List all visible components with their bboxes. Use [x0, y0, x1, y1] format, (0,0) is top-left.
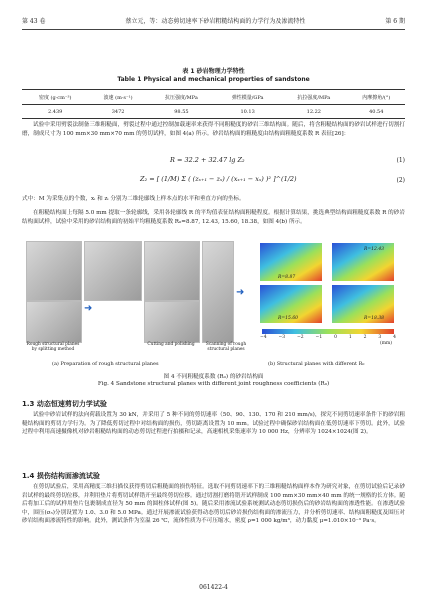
- arrow-right-icon: ➜: [236, 287, 245, 298]
- colorbar-tick: −3: [278, 335, 286, 340]
- r-label: R=8.87: [278, 275, 296, 280]
- running-title: 蔡立元，等：动态剪切速率下砂岩粗糙结构面的力学行为及渗流特性: [125, 17, 306, 25]
- r-label: R=12.43: [364, 247, 385, 252]
- section-1-3-text: 试验中砂岩试样的法向荷载设置为 30 kN，并采用了 5 种不同的剪切速率（50、90、130、170 和 210 mm/s)，探究不同剪切速率条件下的砂岩粗糙结构面的剪切力学行为。为了降低剪切过程中对结构面的损伤，剪切距离设置为 10 mm。试验过程中确保砂岩结构面在低剪切速率下剪切。此外，试验过程中利用高速摄像机对砂岩粗糙结构面的动态剪切过程进行拍摄和记录，高速相机采集速率为 10 000 Hz，分辨率为 1024×1024(图 2)。: [22, 412, 405, 436]
- surface-scan: [332, 285, 394, 323]
- panel-a-label: Scanning of rough structural planes: [205, 342, 247, 352]
- r-label: R=15.60: [278, 316, 299, 321]
- header-rule: [22, 29, 405, 30]
- colorbar-tick: 3: [378, 335, 382, 340]
- colorbar-ticks: [260, 335, 396, 340]
- table-cell: 40.54: [347, 105, 405, 119]
- surface-scan-column-2: [328, 241, 398, 325]
- table-cell: 2.439: [22, 105, 88, 119]
- table-header-cell: 弹性模量/GPa: [215, 90, 280, 105]
- colorbar-tick: −2: [297, 335, 304, 340]
- table-header-cell: 内摩擦角/(°): [347, 90, 405, 105]
- figure4-caption-cn: 图 4 不同粗糙度系数 (R₀) 的砂岩结构面: [163, 374, 264, 380]
- surface-scans-left: [256, 241, 326, 325]
- panel-a-label: Cutting and polishing: [147, 342, 195, 347]
- colorbar-tick: 1: [348, 335, 352, 340]
- paragraph-2: 式中：M 为采集点的个数，xᵢ 和 zᵢ 分别为二维轮廓线上样本点的水平和垂直方向的坐标。: [22, 196, 245, 202]
- section-1-4-title: 1.4 损伤结构面渗流试验: [22, 472, 100, 480]
- equation-1-number: (1): [396, 157, 405, 164]
- table1-caption-cn: 表 1 砂岩物理力学特性: [182, 68, 245, 75]
- subcaption-b: (b) Structural planes with different R₀: [268, 361, 365, 367]
- section-1-4-text: 在剪切试验后，采用高精度三维扫描仪获得剪切后粗糙面的损伤特征。选取不同剪切速率下的三维粗糙结构面样本作为研究对象，在剪切试验后记录砂岩试样的最终剪切位移，并利用垫片将剪切试样错开至最终剪切位移。通过切割打磨将错开试样制成 100 mm×30 mm×40 mm 的统一规格的长方体。随后将加工后的试样用垫片包裹制成直径为 50 mm 的圆柱体试样(图 5)。随后采用渗流试验系统测试动态剪切损伤后的砂岩结构面的渗透性能。在渗透试验中，围压(σ₃)分别设置为 1.0、3.0 和 5.0 MPa。通过开展渗流试验获得动态剪切后砂岩损伤结构面的渗流压力，并分析剪切速率、结构面粗糙度及围压对砂岩结构面渗流特性的影响。此外，测试条件为室温 26 ℃，流体性质为不可压缩水，密度 ρ=1 000 kg/m³，动力黏度 μ=1.010×10⁻³ Pa·s。: [22, 484, 405, 525]
- properties-table: [22, 89, 405, 119]
- volume-label: 第 43 卷: [22, 17, 46, 25]
- specimen-photo: [84, 241, 142, 301]
- paragraph-3: 在粗糙结构面上每隔 5.0 mm 提取一条轮廓线，采用各轮廓线 R 的平均值表征结构面粗糙程度。根据计算结果，挑选典型结构面粗糙度系数 R 的砂岩结构面试样，试验中采用的砂岩结构面的初始平均粗糙度系数 R₀=8.87, 12.43, 15.60, 18.38，如图 4(b) 所示。: [22, 210, 405, 225]
- table-header-cell: 抗拉强度/MPa: [280, 90, 347, 105]
- surface-scan: [332, 243, 394, 281]
- table-cell: 3472: [88, 105, 147, 119]
- table-header-cell: 密度 (g·cm⁻³): [22, 90, 88, 105]
- equation-1: R = 32.2 + 32.47 lg Z₂: [170, 156, 245, 164]
- issue-label: 第 6 期: [385, 17, 405, 25]
- figure-4: [24, 237, 403, 355]
- colorbar-tick: −1: [315, 335, 323, 340]
- page-header: [22, 14, 405, 26]
- table-header-cell: 波速 (m·s⁻¹): [88, 90, 147, 105]
- page-number: 061422-4: [199, 584, 228, 591]
- section-1-3-title: 1.3 动态恒速剪切力学试验: [22, 400, 107, 408]
- colorbar-tick: 2: [363, 335, 367, 340]
- surface-scan-column-1: [256, 241, 326, 325]
- panel-a-label: Rough structural planes by splitting method: [26, 342, 80, 352]
- arrow-right-icon: ➜: [84, 303, 93, 314]
- subcaption-a: (a) Preparation of rough structural planes: [52, 361, 159, 367]
- colorbar-tick: −4: [260, 335, 267, 340]
- polishing-photo: [144, 301, 200, 343]
- scanner-photo: [202, 241, 234, 343]
- surface-scans-right: [328, 241, 398, 325]
- table-cell: 10.13: [215, 105, 280, 119]
- colorbar: [262, 329, 394, 334]
- table-header-cell: 抗压强度/MPa: [148, 90, 215, 105]
- r-label: R=18.38: [364, 316, 385, 321]
- splitting-photo: [26, 241, 82, 301]
- table-cell: 98.55: [148, 105, 215, 119]
- equation-2: Z₂ = [ (1/M) Σ ( (zₓ₊₁ − zₓ) / (xₓ₊₁ − xₓ) )² ]^(1/2): [140, 175, 297, 183]
- colorbar-tick: 4: [393, 335, 396, 340]
- table-row: [22, 105, 405, 119]
- rough-plane-photo: [26, 301, 82, 343]
- colorbar-unit: (mm): [380, 341, 393, 346]
- figure4-caption-en: Fig. 4 Sandstone structural planes with different joint roughness coefficients (R₀): [97, 381, 330, 387]
- table-cell: 12.22: [280, 105, 347, 119]
- colorbar-tick: 0: [334, 335, 337, 340]
- paragraph-1: 试验中采用劈裂法制备三维粗糙面，劈裂过程中通过控制加载速率来获得不同粗糙度的砂岩三维结构面。随后，将含粗糙结构面的砂岩试样进行切割打磨，制成尺寸为 100 mm×30 mm×70 mm 的剪切试样，如图 4(a) 所示。砂岩结构面的粗糙度由结构面粗糙度系数 R 表征[26]：: [22, 122, 405, 137]
- table1-caption-en: Table 1 Physical and mechanical properties of sandstone: [117, 76, 310, 83]
- cutting-photo: [144, 241, 200, 301]
- equation-2-number: (2): [396, 177, 405, 184]
- table-header-row: [22, 90, 405, 105]
